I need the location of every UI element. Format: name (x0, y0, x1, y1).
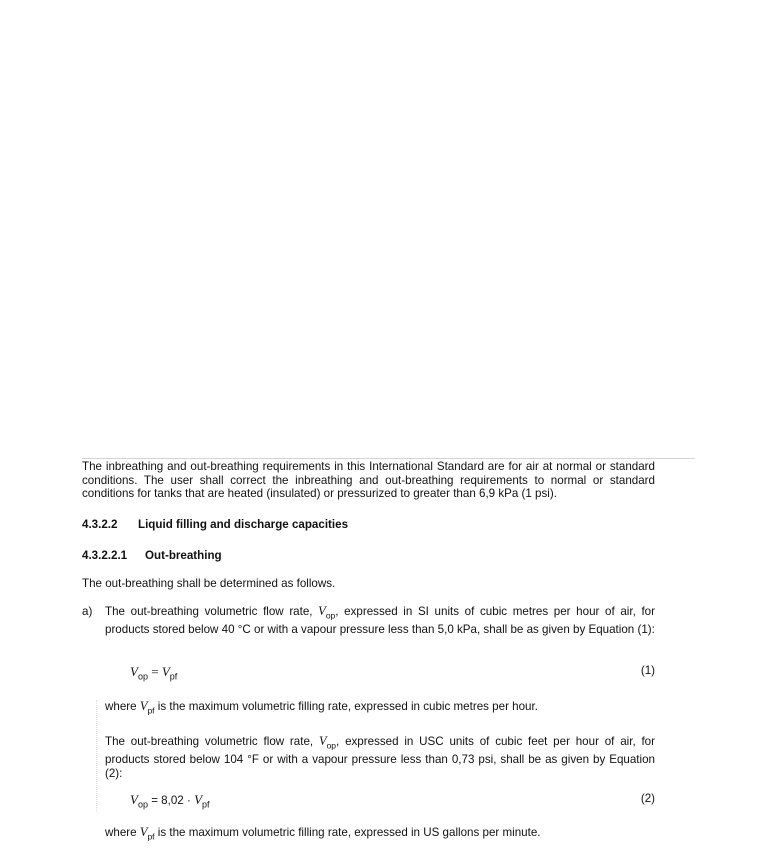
subsection-title: Out-breathing (145, 549, 222, 562)
where-2: where $V_{pf}$ is the maximum volumetric filling rate, expressed in US gallons per minute. (105, 825, 541, 842)
equation-1 (130, 664, 655, 680)
lead-sentence: The out-breathing shall be determined as follows. (82, 577, 336, 590)
section-heading (82, 518, 349, 531)
usc-paragraph: The out-breathing volumetric flow rate, $V_{op}$, expressed in USC units of cubic feet per hour of air, for products stored below 104 °F or with a vapour pressure less than 0,73 psi, shall be as given by Equation (2): (105, 734, 655, 780)
change-bar (96, 700, 97, 812)
si-paragraph: The out-breathing volumetric flow rate, $V_{op}$, expressed in SI units of cubic metres per hour of air, for products stored below 40 °C or with a vapour pressure less than 5,0 kPa, shall be as given by Equation (1): (105, 604, 655, 636)
where-1: where $V_{pf}$ is the maximum volumetric filling rate, expressed in cubic metres per hour. (105, 699, 538, 716)
section-title: Liquid filling and discharge capacities (138, 518, 349, 531)
intro-paragraph: The inbreathing and out-breathing requirements in this International Standard are for air at normal or standard conditions. The user shall correct the inbreathing and out-breathing requirements to normal or standard conditions for tanks that are heated (insulated) or pressurized to greater than 6,9 kPa (1 psi). (82, 460, 655, 500)
v-pf-symbol: $V_{pf}$ (139, 825, 155, 842)
equation-2-formula: $V_{op} = 8,02 \cdot V_{pf}$ (130, 792, 210, 810)
subsection-heading (82, 549, 222, 562)
equation-1-formula: $V_{op} = V_{pf}$ (130, 664, 178, 682)
equation-2 (130, 792, 655, 808)
list-item-label: a) (82, 605, 93, 618)
subsection-number: 4.3.2.2.1 (82, 549, 128, 562)
equation-2-number: (2) (640, 792, 655, 805)
v-op-symbol: $V_{op}$ (318, 604, 336, 621)
v-pf-symbol: $V_{pf}$ (139, 699, 155, 716)
top-divider (82, 458, 695, 459)
equation-1-number: (1) (640, 664, 655, 677)
v-op-symbol: $V_{op}$ (318, 734, 337, 751)
section-number: 4.3.2.2 (82, 518, 118, 531)
